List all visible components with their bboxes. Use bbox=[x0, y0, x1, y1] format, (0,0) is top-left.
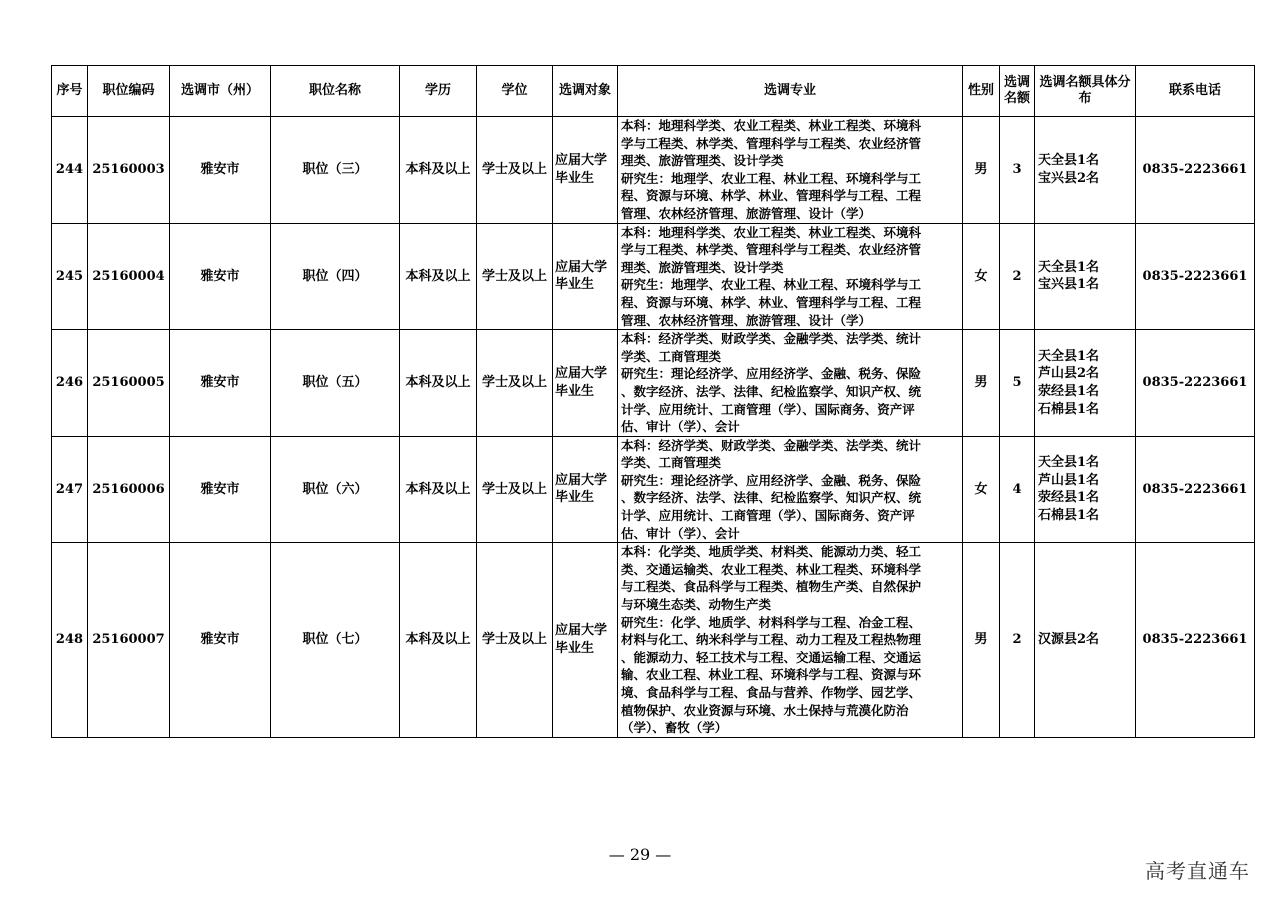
major-line: 学类、工商管理类 bbox=[621, 455, 722, 471]
cell-code: 25160007 bbox=[88, 543, 170, 738]
cell-name: 职位（六） bbox=[271, 436, 400, 543]
cell-seq: 246 bbox=[52, 330, 88, 437]
cell-phone: 0835-2223661 bbox=[1136, 223, 1255, 330]
dist-line: 芦山县2名 bbox=[1038, 366, 1100, 382]
major-line: 本科：化学类、地质学类、材料类、能源动力类、轻工 bbox=[621, 544, 922, 560]
dist-line: 汉源县2名 bbox=[1038, 632, 1100, 648]
cell-edu: 本科及以上 bbox=[400, 223, 477, 330]
table-row bbox=[52, 223, 1255, 330]
cell-gender: 女 bbox=[963, 223, 1000, 330]
header-target: 选调对象 bbox=[553, 66, 618, 117]
header-phone: 联系电话 bbox=[1136, 66, 1255, 117]
cell-city: 雅安市 bbox=[170, 436, 271, 543]
major-line: 境、食品科学与工程、食品与营养、作物学、园艺学、 bbox=[621, 685, 922, 700]
header-quota: 选调名额 bbox=[1000, 66, 1035, 117]
major-line: 学与工程类、林学类、管理科学与工程类、农业经济管 bbox=[621, 135, 922, 151]
major-line: 估、审计（学）、会计 bbox=[621, 419, 740, 435]
major-line: 、能源动力、轻工技术与工程、交通运输工程、交通运 bbox=[621, 649, 922, 665]
cell-target: 应届大学毕业生 bbox=[553, 117, 618, 224]
cell-quota: 2 bbox=[1000, 223, 1035, 330]
dist-line: 荥经县1名 bbox=[1038, 383, 1100, 399]
major-line: （学）、畜牧（学） bbox=[621, 720, 728, 736]
cell-edu: 本科及以上 bbox=[400, 117, 477, 224]
major-line: 学与工程类、林学类、管理科学与工程类、农业经济管 bbox=[621, 242, 922, 258]
cell-degree: 学士及以上 bbox=[477, 223, 553, 330]
cell-gender: 男 bbox=[963, 330, 1000, 437]
cell-city: 雅安市 bbox=[170, 117, 271, 224]
positions-table bbox=[51, 65, 1255, 738]
header-city: 选调市（州） bbox=[170, 66, 271, 117]
table-row bbox=[52, 543, 1255, 738]
major-line: 管理、农林经济管理、旅游管理、设计（学） bbox=[621, 205, 872, 221]
major-line: 研究生：地理学、农业工程、林业工程、环境科学与工 bbox=[621, 277, 922, 293]
header-seq: 序号 bbox=[52, 66, 88, 117]
table-row bbox=[52, 436, 1255, 543]
cell-name: 职位（三） bbox=[271, 117, 400, 224]
cell-edu: 本科及以上 bbox=[400, 436, 477, 543]
cell-seq: 247 bbox=[52, 436, 88, 543]
cell-major bbox=[618, 330, 963, 437]
cell-major bbox=[618, 543, 963, 738]
major-line: 研究生：理论经济学、应用经济学、金融、税务、保险 bbox=[621, 472, 922, 488]
cell-name: 职位（五） bbox=[271, 330, 400, 437]
cell-degree: 学士及以上 bbox=[477, 117, 553, 224]
cell-target: 应届大学毕业生 bbox=[553, 330, 618, 437]
table-row bbox=[52, 117, 1255, 224]
header-name: 职位名称 bbox=[271, 66, 400, 117]
cell-city: 雅安市 bbox=[170, 543, 271, 738]
major-line: 计学、应用统计、工商管理（学）、国际商务、资产评 bbox=[621, 401, 915, 417]
cell-major bbox=[618, 117, 963, 224]
cell-seq: 244 bbox=[52, 117, 88, 224]
dist-line: 天全县1名 bbox=[1038, 259, 1100, 275]
major-line: 本科：地理科学类、农业工程类、林业工程类、环境科 bbox=[621, 224, 922, 240]
cell-dist bbox=[1035, 543, 1136, 738]
dist-line: 芦山县1名 bbox=[1038, 472, 1100, 488]
cell-dist bbox=[1035, 330, 1136, 437]
cell-seq: 248 bbox=[52, 543, 88, 738]
cell-degree: 学士及以上 bbox=[477, 330, 553, 437]
dist-line: 宝兴县2名 bbox=[1038, 170, 1100, 186]
dist-line: 石棉县1名 bbox=[1038, 508, 1100, 524]
cell-degree: 学士及以上 bbox=[477, 436, 553, 543]
watermark: 高考直通车 bbox=[1145, 859, 1250, 883]
major-line: 学类、工商管理类 bbox=[621, 348, 722, 364]
cell-gender: 男 bbox=[963, 117, 1000, 224]
cell-target: 应届大学毕业生 bbox=[553, 436, 618, 543]
header-major: 选调专业 bbox=[618, 66, 963, 117]
dist-line: 天全县1名 bbox=[1038, 348, 1100, 364]
cell-name: 职位（四） bbox=[271, 223, 400, 330]
major-line: 本科：经济学类、财政学类、金融学类、法学类、统计 bbox=[621, 437, 922, 453]
major-line: 程、资源与环境、林学、林业、管理科学与工程、工程 bbox=[621, 188, 922, 204]
header-row bbox=[52, 66, 1255, 117]
page-number: — 29 — bbox=[608, 845, 672, 864]
major-line: 研究生：理论经济学、应用经济学、金融、税务、保险 bbox=[621, 366, 922, 382]
cell-code: 25160004 bbox=[88, 223, 170, 330]
major-line: 类、交通运输类、农业工程类、林业工程类、环境科学 bbox=[621, 561, 922, 577]
cell-gender: 女 bbox=[963, 436, 1000, 543]
major-line: 估、审计（学）、会计 bbox=[621, 525, 740, 541]
header-edu: 学历 bbox=[400, 66, 477, 117]
cell-city: 雅安市 bbox=[170, 223, 271, 330]
cell-dist bbox=[1035, 223, 1136, 330]
dist-line: 石棉县1名 bbox=[1038, 401, 1100, 417]
major-line: 计学、应用统计、工商管理（学）、国际商务、资产评 bbox=[621, 508, 915, 524]
cell-quota: 2 bbox=[1000, 543, 1035, 738]
cell-phone: 0835-2223661 bbox=[1136, 330, 1255, 437]
major-line: 理类、旅游管理类、设计学类 bbox=[621, 259, 784, 275]
major-line: 程、资源与环境、林学、林业、管理科学与工程、工程 bbox=[621, 294, 922, 310]
major-line: 材料与化工、纳米科学与工程、动力工程及工程热物理 bbox=[621, 632, 922, 648]
dist-line: 宝兴县1名 bbox=[1038, 277, 1100, 293]
cell-phone: 0835-2223661 bbox=[1136, 117, 1255, 224]
major-line: 、数字经济、法学、法律、纪检监察学、知识产权、统 bbox=[621, 383, 922, 399]
cell-major bbox=[618, 436, 963, 543]
cell-gender: 男 bbox=[963, 543, 1000, 738]
cell-code: 25160005 bbox=[88, 330, 170, 437]
cell-edu: 本科及以上 bbox=[400, 330, 477, 437]
cell-quota: 3 bbox=[1000, 117, 1035, 224]
major-line: 与工程类、食品科学与工程类、植物生产类、自然保护 bbox=[621, 579, 922, 595]
cell-code: 25160006 bbox=[88, 436, 170, 543]
dist-line: 天全县1名 bbox=[1038, 153, 1100, 169]
cell-major bbox=[618, 223, 963, 330]
major-line: 研究生：地理学、农业工程、林业工程、环境科学与工 bbox=[621, 170, 922, 186]
header-degree: 学位 bbox=[477, 66, 553, 117]
table-body bbox=[52, 117, 1255, 738]
header-gender: 性别 bbox=[963, 66, 1000, 117]
major-line: 研究生：化学、地质学、材料科学与工程、冶金工程、 bbox=[621, 614, 922, 630]
major-line: 管理、农林经济管理、旅游管理、设计（学） bbox=[621, 312, 872, 328]
cell-city: 雅安市 bbox=[170, 330, 271, 437]
major-line: 与环境生态类、动物生产类 bbox=[621, 597, 772, 613]
table-row bbox=[52, 330, 1255, 437]
cell-degree: 学士及以上 bbox=[477, 543, 553, 738]
header-dist: 选调名额具体分布 bbox=[1035, 66, 1136, 117]
dist-line: 天全县1名 bbox=[1038, 455, 1100, 471]
major-line: 输、农业工程、林业工程、环境科学与工程、资源与环 bbox=[621, 667, 922, 683]
major-line: 本科：地理科学类、农业工程类、林业工程类、环境科 bbox=[621, 118, 922, 133]
cell-dist bbox=[1035, 436, 1136, 543]
cell-target: 应届大学毕业生 bbox=[553, 223, 618, 330]
cell-quota: 4 bbox=[1000, 436, 1035, 543]
cell-target: 应届大学毕业生 bbox=[553, 543, 618, 738]
cell-phone: 0835-2223661 bbox=[1136, 436, 1255, 543]
cell-name: 职位（七） bbox=[271, 543, 400, 738]
major-line: 、数字经济、法学、法律、纪检监察学、知识产权、统 bbox=[621, 490, 922, 506]
cell-quota: 5 bbox=[1000, 330, 1035, 437]
major-line: 理类、旅游管理类、设计学类 bbox=[621, 153, 784, 169]
major-line: 本科：经济学类、财政学类、金融学类、法学类、统计 bbox=[621, 331, 922, 347]
cell-dist bbox=[1035, 117, 1136, 224]
major-line: 植物保护、农业资源与环境、水土保持与荒漠化防治 bbox=[621, 702, 909, 718]
cell-phone: 0835-2223661 bbox=[1136, 543, 1255, 738]
cell-edu: 本科及以上 bbox=[400, 543, 477, 738]
cell-code: 25160003 bbox=[88, 117, 170, 224]
cell-seq: 245 bbox=[52, 223, 88, 330]
dist-line: 荥经县1名 bbox=[1038, 490, 1100, 506]
header-code: 职位编码 bbox=[88, 66, 170, 117]
